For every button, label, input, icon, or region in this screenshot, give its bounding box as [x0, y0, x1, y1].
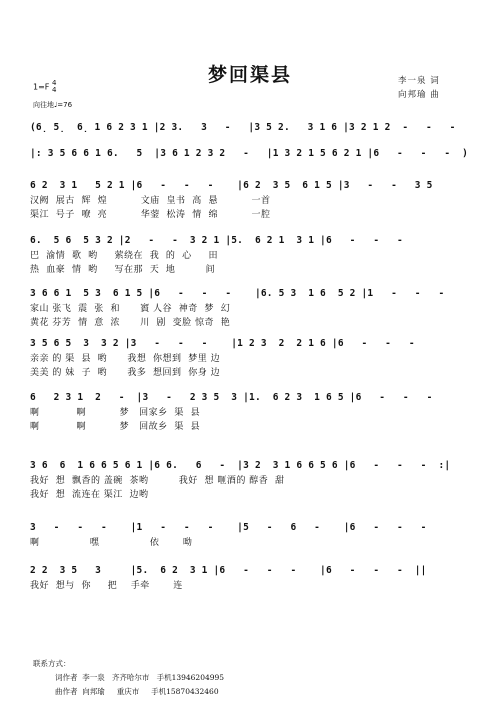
notation-line: 2 2 3 5 3 |5. 6 2 3 1 |6 - - - |6 - - - ||: [30, 565, 427, 576]
key-label: 1=F: [33, 82, 50, 92]
lyric-line: 啊 嘿 依 呦: [30, 538, 193, 548]
time-top: 4: [51, 79, 57, 87]
tempo-marking: 向往地♩=76: [33, 101, 73, 109]
contact-lyricist: 词作者 李一泉 齐齐哈尔市 手机13946204995: [55, 673, 225, 682]
contact-composer: 曲作者 向邦瑜 重庆市 手机15870432460: [55, 687, 219, 696]
notation-line: 6. 5 6 5 3 2 |2 - - 3 2 1 |5. 6 2 1 3 1 |6 - - -: [30, 235, 403, 246]
time-signature: [52, 80, 56, 94]
notation-line: 3 5 6 5 3 3 2 |3 - - - |1 2 3 2 2 1 6 |6 - - -: [30, 338, 415, 349]
lyricist-credit: 李一泉 词: [398, 76, 440, 86]
lyric-line: 我好 想 飘香的 盖碗 茶哟 我好 想 咂酒的 醇香 甜 我好 想 流连在 渠江 边哟: [30, 476, 285, 500]
notation-line: (6̣ 5̣ 6̣ 1 6 2 3 1 |2 3. 3 - |3 5 2. 3 1 6 |3 2 1 2 - - -: [30, 122, 456, 133]
notation-line: 3 - - - |1 - - - |5 - 6 - |6 - - -: [30, 522, 427, 533]
notation-line: 6 2 3 1 5 2 1 |6 - - - |6 2 3 5 6 1 5 |3 - - 3 5: [30, 180, 433, 191]
lyric-line: 汉阙 展古 辉 煌 文庙 皇书 高 悬 一首 渠江 号子 嘹 亮 华蓥 松涛 情 绵 一腔: [30, 196, 271, 220]
key-signature: [33, 80, 56, 94]
composer-credit: 向邦瑜 曲: [398, 90, 440, 100]
notation-line: 3 6 6 1 6 6 5 6 1 |6 6. 6 - |3 2 3 1 6 6 5 6 |6 - - - :|: [30, 460, 451, 471]
lyric-line: 啊 啊 梦 回家乡 渠 县 啊 啊 梦 回故乡 渠 县: [30, 408, 201, 432]
contact-heading: 联系方式：: [33, 659, 71, 668]
lyric-line: 家山 张飞 震 张 和 賨 人谷 神奇 梦 幻 黄花 芬芳 情 意 浓 川 剧 变脸 惊奇 艳: [30, 304, 231, 328]
lyric-line: 巴 渝情 歌 哟 萦绕在 我 的 心 田 热 血豪 情 哟 写在那 天 地 间: [30, 251, 218, 275]
lyric-line: 我好 想与 你 把 手牵 连: [30, 581, 183, 591]
lyric-line: 亲亲 的 渠 县 哟 我想 你想到 梦里 边 美美 的 妹 子 哟 我多 想回到 你身 边: [30, 354, 221, 378]
page-title: 梦回渠县: [207, 64, 292, 86]
time-bottom: 4: [51, 86, 57, 94]
notation-line: 3 6 6 1 5 3 6 1 5 |6 - - - |6. 5 3 1 6 5 2 |1 - - -: [30, 288, 445, 299]
notation-line: |: 3 5 6 6 1 6. 5 |3 6 1 2 3 2 - |1 3 2 1 5 6 2 1 |6 - - - ): [30, 148, 469, 159]
notation-line: 6 2 3 1 2 - |3 - 2 3 5 3 |1. 6 2 3 1 6 5 |6 - - -: [30, 392, 433, 403]
